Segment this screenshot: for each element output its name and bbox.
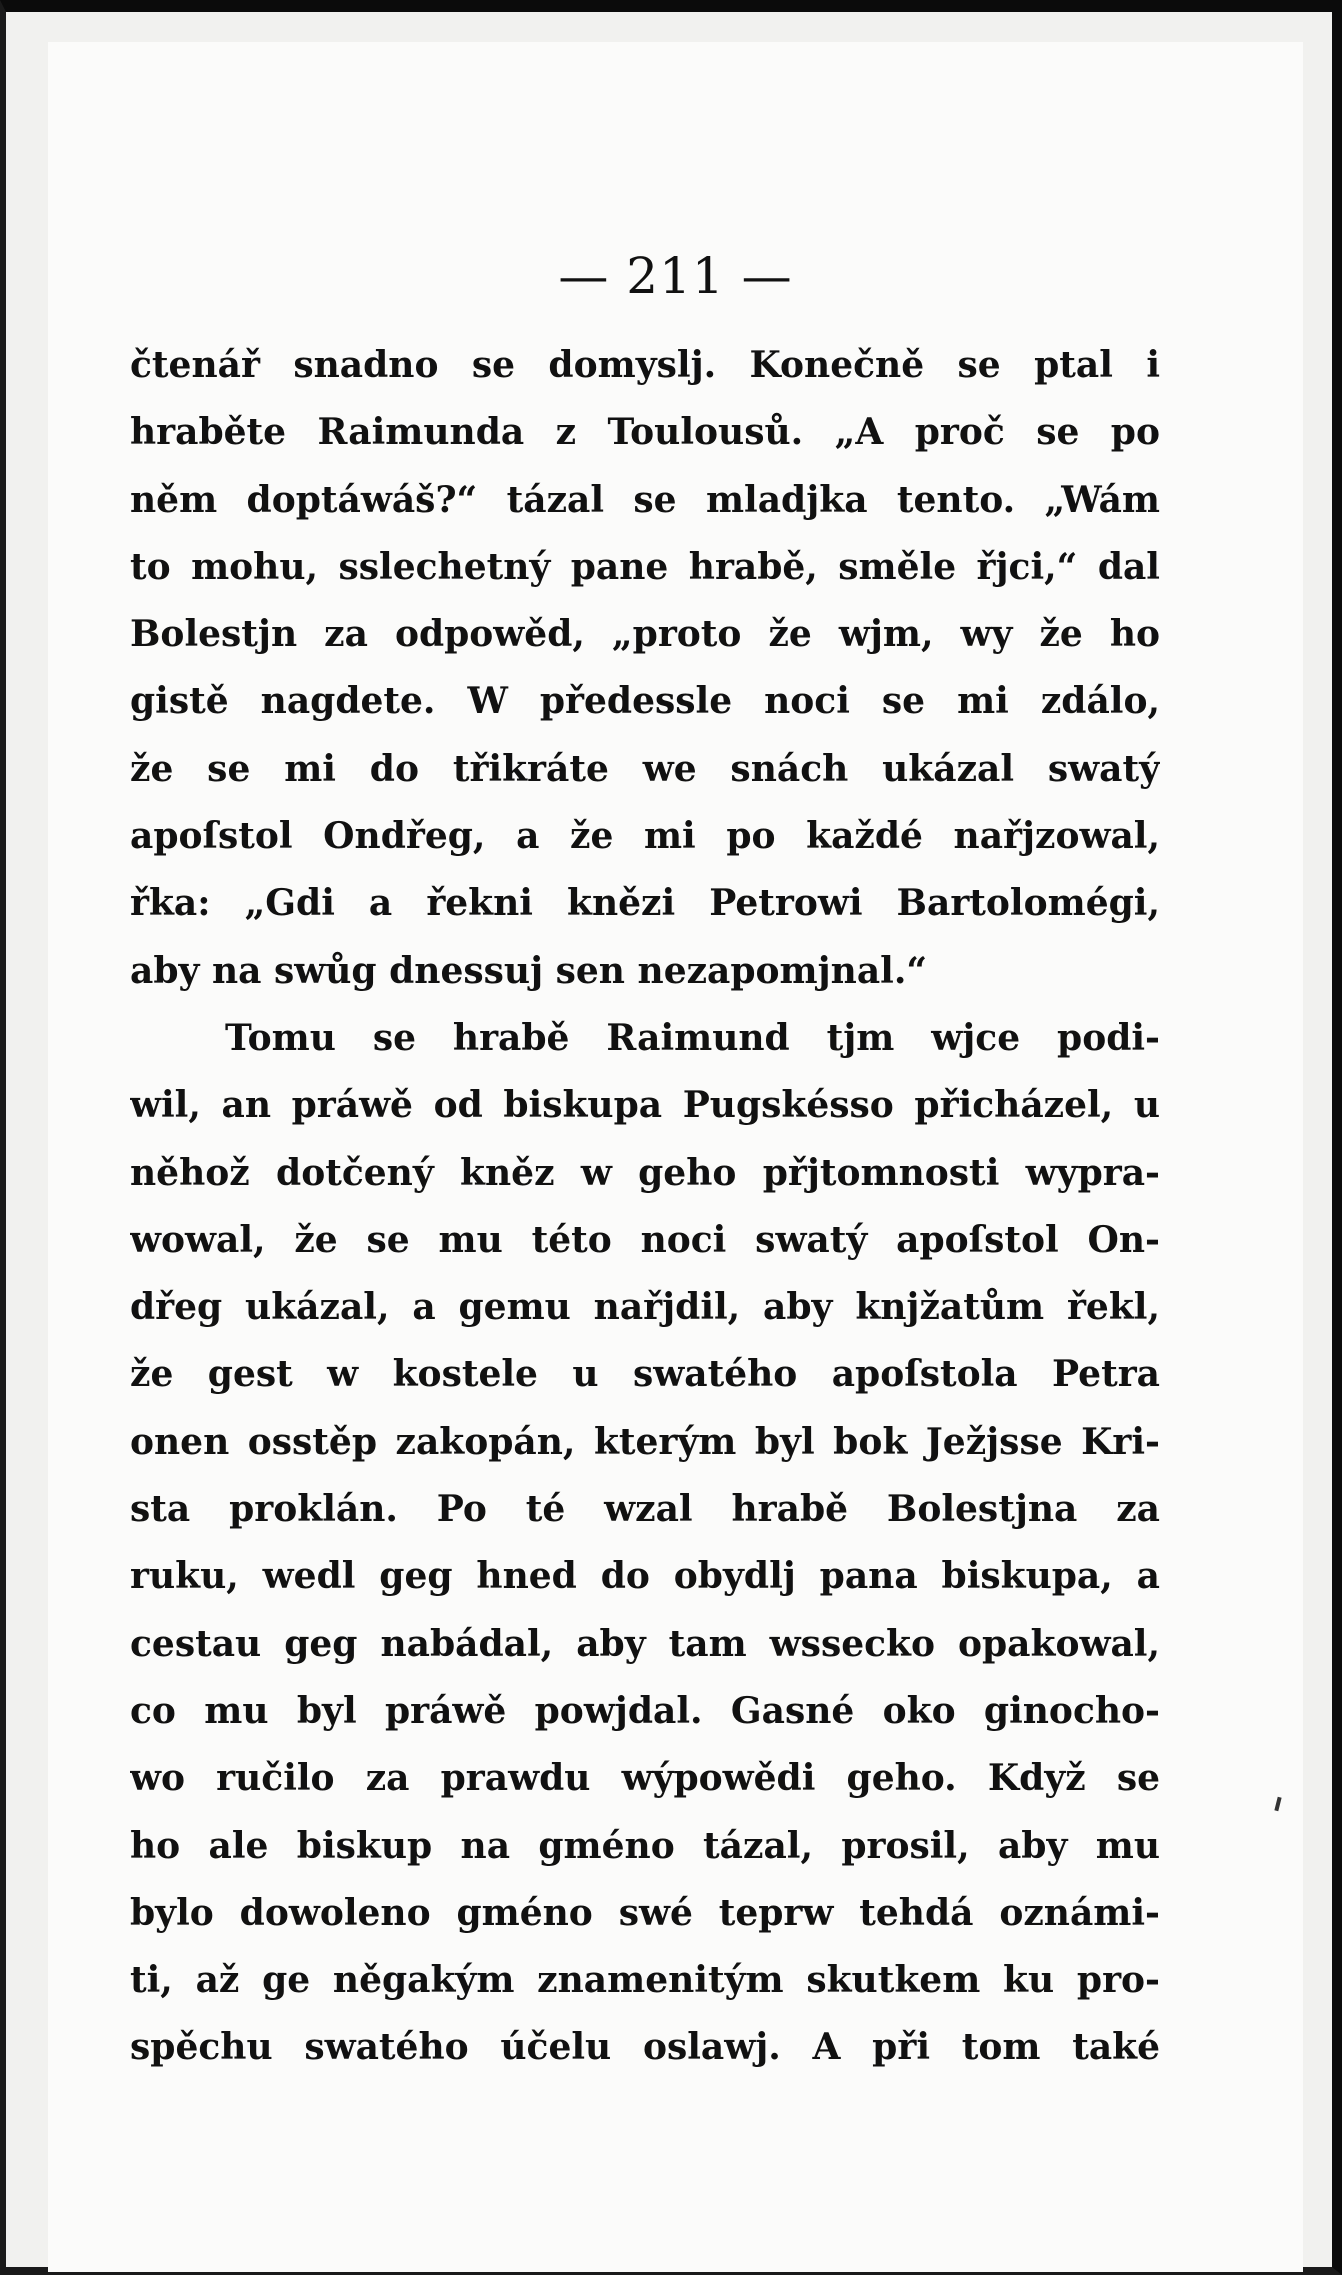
text-line: dřeg ukázal, a gemu nařjdil, aby knjžatům řekl, — [130, 1286, 1160, 1329]
text-line: něhož dotčený kněz w geho přjtomnosti wypra- — [130, 1151, 1160, 1194]
text-line: onen osstěp zakopán, kterým byl bok Ježjsse Kri- — [130, 1420, 1160, 1463]
text-line: wo ručilo za prawdu wýpowědi geho. Když se — [130, 1757, 1160, 1800]
text-line: ruku, wedl geg hned do obydlj pana biskupa, a — [130, 1555, 1160, 1598]
text-line: wil, an práwě od biskupa Pugskésso přicházel, u — [130, 1084, 1160, 1127]
text-line: to mohu, sslechetný pane hrabě, směle řjci,“ dal — [130, 545, 1160, 588]
text-line: cestau geg nabádal, aby tam wssecko opakowal, — [130, 1622, 1160, 1665]
text-line: ti, až ge něgakým znamenitým skutkem ku pro- — [130, 1959, 1160, 2002]
text-line: že gest w kostele u swatého apoſstola Petra — [130, 1353, 1160, 1396]
text-line: řka: „Gdi a řekni knězi Petrowi Bartolomégi, — [130, 882, 1160, 925]
text-line: že se mi do třikráte we snách ukázal swatý — [130, 747, 1160, 790]
page-number: — 211 — — [558, 247, 793, 305]
text-line: gistě nagdete. W předessle noci se mi zdálo, — [130, 680, 1160, 723]
text-line: hraběte Raimunda z Toulousů. „A proč se po — [130, 411, 1160, 454]
book-page — [48, 42, 1303, 2272]
text-line: co mu byl práwě powjdal. Gasné oko ginocho- — [130, 1689, 1160, 1732]
ink-speck — [1274, 1797, 1281, 1812]
text-line: aby na swůg dnessuj sen nezapomjnal.“ — [130, 949, 928, 992]
text-line: čtenář snadno se domyslj. Konečně se ptal i — [130, 344, 1160, 386]
text-line: něm doptáwáš?“ tázal se mladjka tento. „Wám — [130, 478, 1160, 521]
text-line: ho ale biskup na gméno tázal, prosil, aby mu — [130, 1824, 1160, 1867]
text-line: spěchu swatého účelu oslawj. A při tom také — [130, 2026, 1160, 2069]
text-line-paragraph-start: Tomu se hrabě Raimund tjm wjce podi- — [225, 1016, 1160, 1059]
text-line: Bolestjn za odpowěd, „proto že wjm, wy že ho — [130, 613, 1160, 656]
text-line: bylo dowoleno gméno swé teprw tehdá oznámi- — [130, 1891, 1160, 1934]
body-text — [130, 332, 1160, 2082]
text-line: sta proklán. Po té wzal hrabě Bolestjna za — [130, 1488, 1160, 1531]
text-line: wowal, že se mu této noci swatý apoſstol On- — [130, 1218, 1160, 1261]
text-line: apoſstol Ondřeg, a že mi po každé nařjzowal, — [130, 815, 1160, 858]
